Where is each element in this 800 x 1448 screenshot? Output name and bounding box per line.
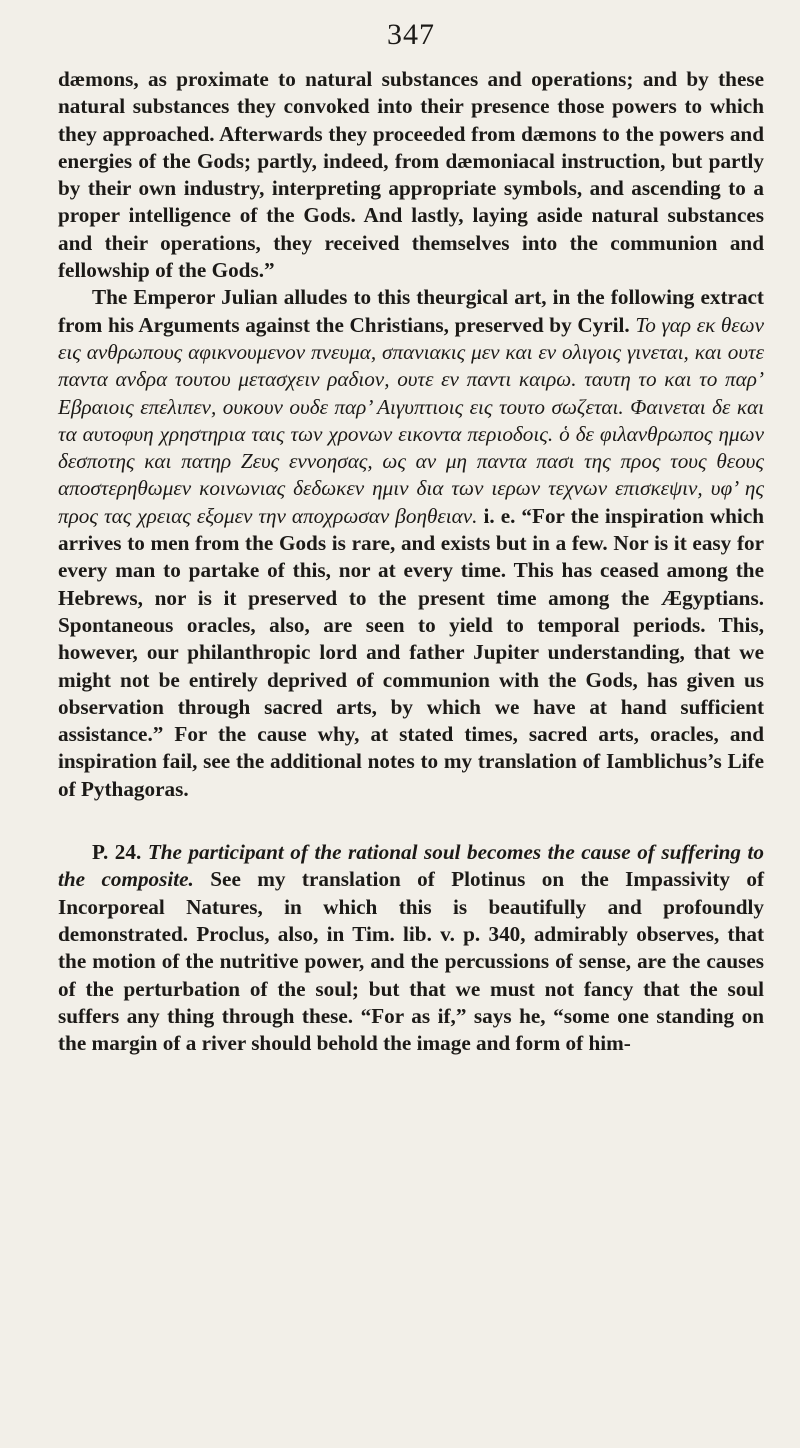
paragraph-2 xyxy=(58,284,764,803)
note-reference: P. 24. xyxy=(92,840,142,865)
note-text: See my translation of Plotinus on the Impassivity of Incorporeal Natures, in which this is beautifully and profoundly demonstrated. Proclus, also, in Tim. lib. v. p. 340, admirably observes, that the motion of the nutritive power, and the percussions of sense, are the causes of the perturbation of the soul; but that we must not fancy that the soul suffers any thing through these. “For as if,” says he, “some one standing on the margin of a river should behold the image and form of him- xyxy=(58,867,765,1056)
paragraph-2-lead: The Emperor Julian alludes to this theurgical art, in the following extract from his Arguments against the Christians, preserved by Cyril. xyxy=(58,285,764,337)
book-page xyxy=(58,18,764,1057)
note-heading: The participant of the rational soul becomes the cause of suffering to the composite. xyxy=(58,840,765,892)
page-number: 347 xyxy=(387,18,435,51)
paragraph-1: dæmons, as proximate to natural substances and operations; and by these natural substances they convoked into their presence those powers to which they approached. Afterwards they proceeded from dæmons to the powers and energies of the Gods; partly, indeed, from dæmoniacal instruction, but partly by their own industry, interpreting appropriate symbols, and ascending to a proper intelligence of the Gods. And lastly, laying aside natural substances and their operations, they received themselves into the communion and fellowship of the Gods.” xyxy=(58,67,764,283)
paragraph-2-translation: i. e. “For the inspiration which arrives to men from the Gods is rare, and exists but in a few. Nor is it easy for every man to partake of this, nor at every time. This has ceased among the Hebrews, nor is it preserved to the present time among the Ægyptians. Spontaneous oracles, also, are seen to yield to temporal periods. This, however, our philanthropic lord and father Jupiter understanding, that we might not be entirely deprived of communion with the Gods, has given us observation through sacred arts, by which we have at hand sufficient assistance.” For the cause why, at stated times, sacred arts, oracles, and inspiration fail, see the additional notes to my translation of Iamblichus’s Life of Pythagoras. xyxy=(58,503,765,801)
paragraph-3 xyxy=(58,839,764,1057)
greek-quotation: Το γαρ εκ θεων εις ανθρωπους αφικνουμενον πνευμα, σπανιακις μεν και εν ολιγοις γινεται, και ουτε παντα ανδρα τουτου μετασχειν ραδιον, ουτε εν παντι καιρω. ταυτη το και το παρ’ Εβραιοις επελιπεν, ουκουν ουδε παρ’ Αιγυπτιοις εις τουτο σωζεται. Φαινεται δε και τα αυτοφυη χρηστηρια ταις των χρονων εικοντα περιοδοις. ὁ δε φιλανθρωπος ημων δεσποτης και πατηρ Ζευς εννοησας, ως αν μη παντα πασι της προς τους θεους αποστερηθωμεν κοινωνιας δεδωκεν ημιν δια των ιερων τεχνων επισκεψιν, υφ’ ης προς τας χρειας εξομεν την αποχρωσαν βοηθειαν. xyxy=(58,312,764,528)
